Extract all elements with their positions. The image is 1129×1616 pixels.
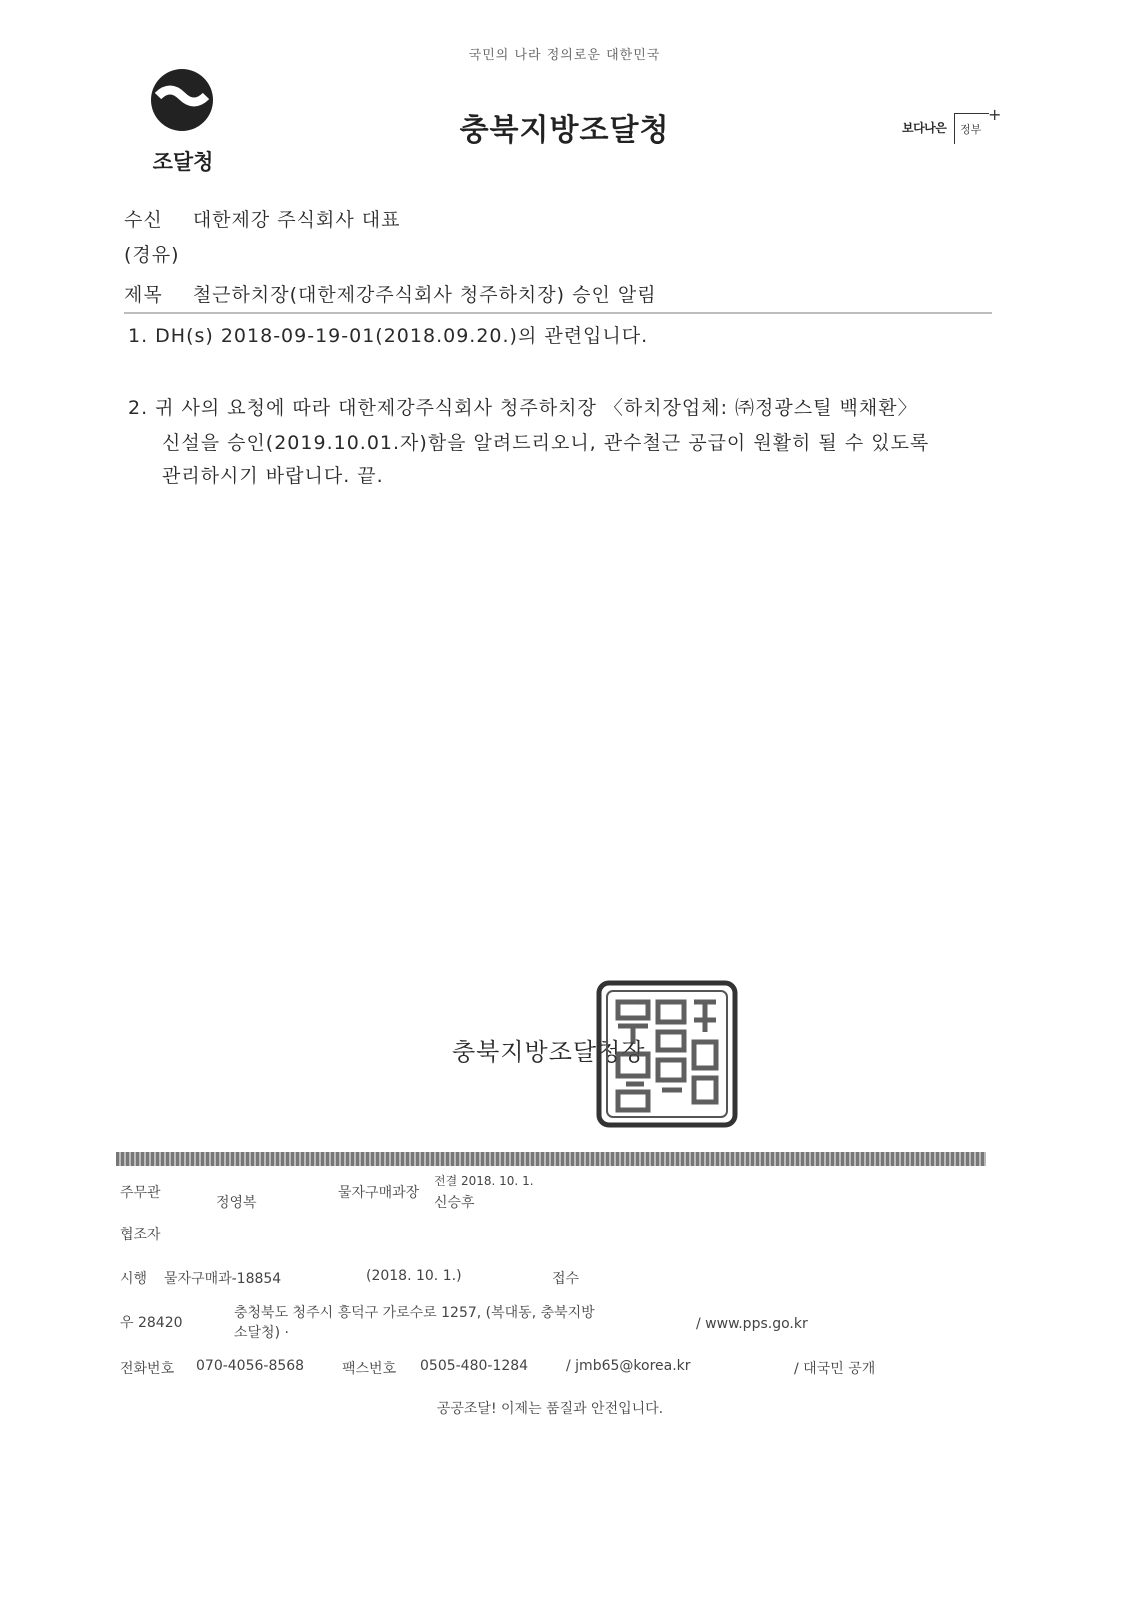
drafter-name: 정영복 [216,1195,257,1211]
plus-icon: + [988,105,1002,124]
approval-note: 전결 2018. 10. 1. [434,1174,534,1188]
gov-mark-box: 정부 [960,123,982,136]
phone-number: 070-4056-8568 [196,1358,305,1374]
enforce-label: 시행 [120,1271,148,1287]
via-line: (경유) [124,244,180,266]
enforce-number: 물자구매과-18854 [164,1271,282,1287]
footer-bar [116,1152,986,1166]
approver-name: 신승후 [434,1195,475,1211]
closing-slogan: 공공조달! 이제는 품질과 안전입니다. [436,1401,664,1417]
recipient-label: 수신 [124,209,163,231]
email: / jmb65@korea.kr [566,1358,691,1374]
approver-title: 물자구매과장 [338,1185,420,1201]
phone-label: 전화번호 [120,1361,175,1377]
slogan: 국민의 나라 정의로운 대한민국 [468,48,661,63]
paragraph-2-line-2: 신설을 승인(2019.10.01.자)함을 알려드리오니, 관수철근 공급이 원활히 될 수 있도록 [162,432,930,454]
address-line-1: 충청북도 청주시 흥덕구 가로수로 1257, (복대동, 충북지방 [234,1305,595,1321]
paragraph-1: 1. DH(s) 2018-09-19-01(2018.09.20.)의 관련입니다. [128,325,649,347]
signature-name: 충북지방조달청장 [452,1038,646,1066]
logo-text: 조달청 [152,150,214,174]
government-mark [902,107,1002,151]
official-seal-icon [596,980,738,1128]
recipient: 대한제강 주식회사 대표 [192,209,401,231]
recipient-line [124,205,400,232]
receipt-label: 접수 [552,1271,580,1287]
subject-divider [124,312,992,314]
address-line-2: 소달청) · [234,1325,289,1341]
subject-line [124,280,657,307]
agency-title: 충북지방조달청 [459,113,670,148]
paragraph-2-line-1: 2. 귀 사의 요청에 따라 대한제강주식회사 청주하치장 〈하치장업체: ㈜정광스틸 백채환〉 [128,397,918,419]
cooperator-label: 협조자 [120,1227,161,1243]
fax-number: 0505-480-1284 [420,1358,529,1374]
subject: 철근하치장(대한제강주식회사 청주하치장) 승인 알림 [192,284,657,306]
gov-mark-text: 보다나은 [902,121,947,135]
paragraph-2-line-3: 관리하시기 바랍니다. 끝. [162,465,384,487]
zip-code: 우 28420 [120,1315,183,1331]
enforce-date: (2018. 10. 1.) [366,1268,462,1284]
drafter-label: 주무관 [120,1185,161,1201]
disclosure: / 대국민 공개 [794,1361,876,1377]
website: / www.pps.go.kr [696,1316,808,1332]
fax-label: 팩스번호 [342,1361,397,1377]
subject-label: 제목 [124,284,163,306]
